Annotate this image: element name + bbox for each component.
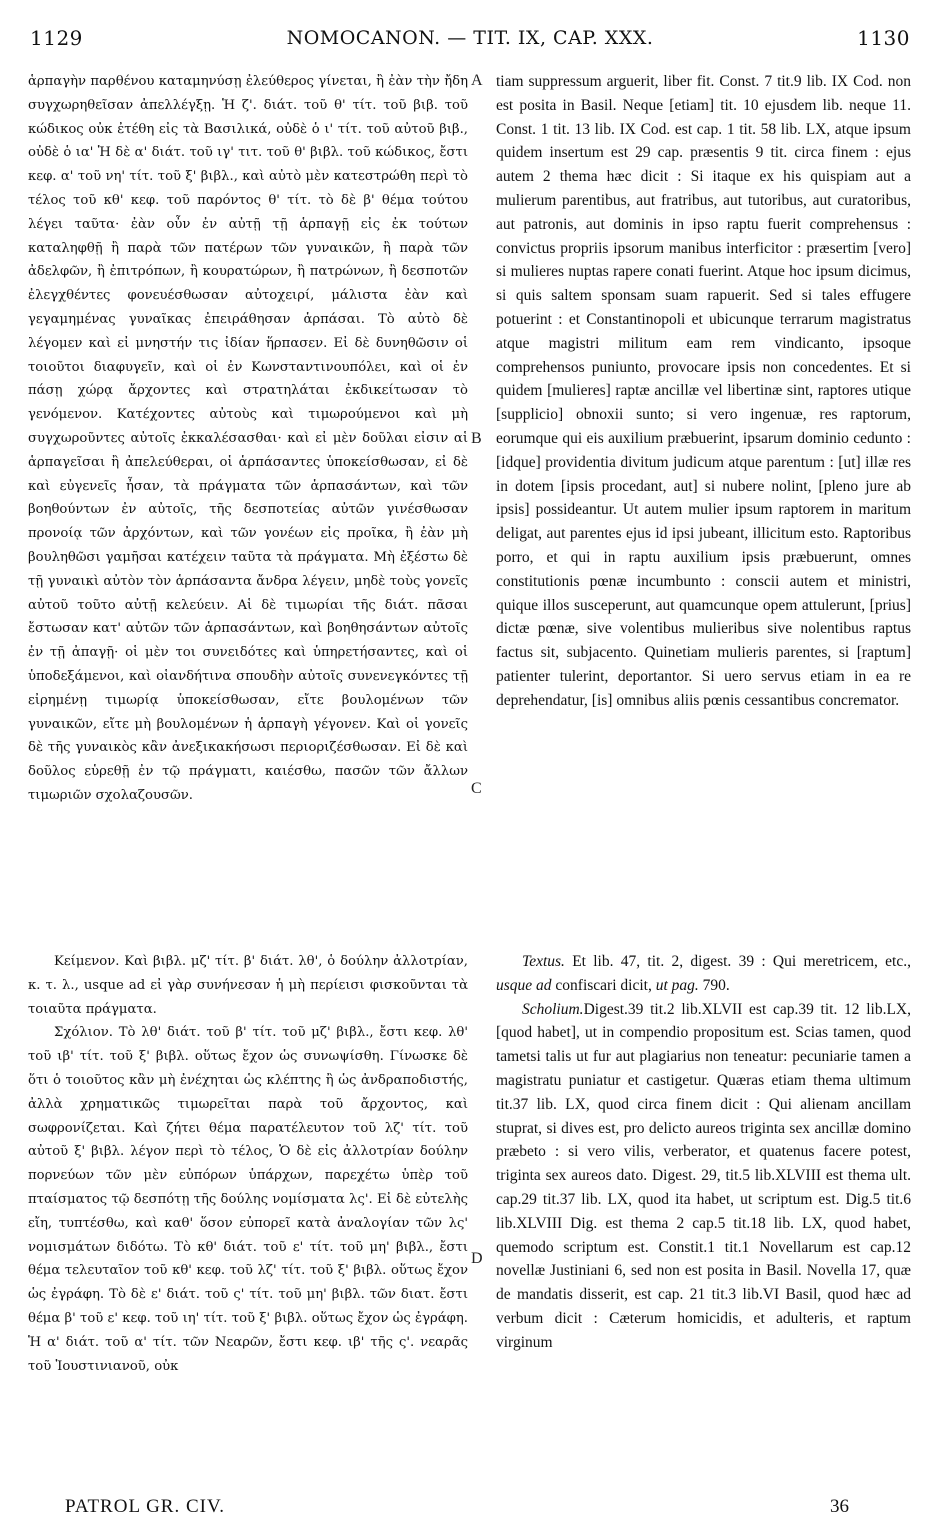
greek-column-top <box>28 70 468 808</box>
running-title: NOMOCANON. — TIT. IX, CAP. XXX. <box>286 27 654 49</box>
greek-scholion-paragraph: Σχόλιον. Τὸ λθ' διάτ. τοῦ β' τίτ. τοῦ μζ' βιβλ., ἔστι κεφ. λθ' τοῦ ιβ' τίτ. τοῦ ξ' βιβλ. οὕτως ἔχον ὡς συνωψίσθη. Γίνωσκε δὲ ὅτι ὁ τοιοῦτος κἂν μὴ ἐνέχηται ὡς κλέπτης ἢ ὡς ἀνδραποδιστής, ἀλλὰ χρηματικῶς τιμωρεῖται παρὰ τοῦ ἄρχοντος, καὶ σωφρονίζεται. Καὶ ζήτει θέμα παρατέλευτον τοῦ λζ' τίτ. τοῦ αὐτοῦ ξ' βιβλ. λέγον περὶ τὸ τέλος, Ὁ δὲ εἰς ἀλλοτρίαν δούλην πορνεύων τῶν μὲν εὐπόρων ὑπάρχων, παρεχέτω ὑπὲρ τοῦ πταίσματος τῷ δεσπότῃ τῆς δούλης νομίσματα λς'. Εἰ δὲ εὐτελὴς εἴη, τυπτέσθω, καὶ καθ' ὅσον εὐπορεῖ κατὰ ἀναλογίαν τῶν λς' νομισμάτων διδότω. Τὸ κθ' διάτ. τοῦ ε' τίτ. τοῦ μη' βιβλ., ἔστι θέμα τελευταῖον τοῦ κθ' κεφ. τοῦ λζ' τίτ. τοῦ ξ' βιβλ. οὕτως ἔχον ὡς ἐγράφη. Τὸ δὲ ε' διάτ. τοῦ ς' τίτ. τοῦ μη' βιβλ. τῶν διατ. ἔστι θέμα β' τοῦ ε' κεφ. τοῦ ιη' τίτ. τοῦ ξ' βιβλ. οὕτως ἔχον ὡς ἐγράφη. Ἡ α' διάτ. τοῦ α' τίτ. τῶν Νεαρῶν, ἔστι κεφ. ιβ' τῆς ς'. νεαρᾶς τοῦ Ἰουστινιανοῦ, οὐκ <box>28 1025 468 1374</box>
latin-paragraph: tiam suppressum arguerit, liber fit. Const. 7 tit.9 lib. IX Cod. non est posita in Basil. Neque [etiam] tit. 10 ejusdem lib. neque 11. Const. 1 tit. 13 lib. IX Cod. est cap. 1 tit. 58 lib. LX, atque ipsum quidem insertum est 29 cap. præsentis 9 tit. circa finem : ejus autem 2 thema hæc dicit : Si itaque ex his quispiam aut a mulierum parentibus, aut fratribus, aut tutoribus, aut curatoribus, aut patronis, aut dominis in ipso raptu fuerit comprehensus : convictus propriis ipsorum manibus interficitor : præsertim [vero] si mulieres nuptas rapere conati fuerint. Atque hoc ipsum dicimus, si quis saltem sponsam suam rapuerit. Sed si tales effugere potuerint : et Constantinopoli et ubicunque terrarum magistratus atque magistri militum eam rem vindicanto, ipsoque comprehensos puniunto, provocare ipsis non concedentes. Et si quidem [mulieres] raptæ ancillæ vel libertinæ sint, raptores utique [supplicio] obnoxii sunto; si vero ingenuæ, res raptorum, eorumque qui eis auxilium præbuerint, ipsarum dominio cedunto : [idque] providentia divitum judicum atque parentum : [ut] illæ res in dotem [ipsis procedant, aut] si nubere nolint, [pleno jure ab ipsis] possideantur. Ut autem mulier ipsum raptorem in maritum deligat, aut parentes ejus id ipsi jubeant, illicitum esto. Raptoribus porro, et qui in raptu auxilium ipsis præbuerunt, omnes constitutionis pœnæ incumbunto : conscii autem et ministri, quique illos susceperunt, aut quamcunque opem attulerunt, [prius] dictæ pœnæ, sive volentibus mulieribus sive nolentibus raptus factus sit, subjacento. Quinetiam mulieris parentes, si [raptum] patienter tulerint, deportantor. Si uero servus etiam in ea re deprehendatur, [is] omnibus aliis pœnis cessantibus concremator. <box>496 73 911 709</box>
page-header <box>30 18 910 58</box>
greek-text-paragraph: Κείμενον. Καὶ βιβλ. μζ' τίτ. β' διάτ. λθ', ὁ δούλην ἀλλοτρίαν, κ. τ. λ., usque ad εἰ γὰρ συνήνεσαν ἡ μὴ περίεισι φισκοῦνται τὰ τοιαῦτα πράγματα. <box>28 954 468 1017</box>
latin-column-top <box>496 70 911 713</box>
scholium-body: Digest.39 tit.2 lib.XLVII est cap.39 tit. 12 lib.LX,[quod habet], ut in compendio propositum est. Scias tamen, quod tametsi talis ut fur aut plagiarius non teneatur: pecuniarie tamen a magistratu puniatur et castigetur. Quæras etiam thema ultimum tit.37 lib. LX, quod circa finem dicit : Qui alienam ancillam stuprat, si dives est, pro delicto aureos triginta sex ancillæ domino præbeto : si vero vilis, verberator, et quatenus facere potest, triginta sex aureos dato. Digest. 29, tit.5 lib.XLVIII est thema ult. cap.29 tit.37 lib. LX, quod ita habet, ut scriptum est. Dig.5 tit.6 lib.XLVIII Dig. est thema 2 cap.5 tit.18 lib. LX, quod habet, quemodo scriptum est. Constit.1 tit.1 Novellarum est cap.12 novellæ Justiniani 6, sed non est posita in Basil. Novella 17, quæ de mandatis disserit, est cap. 21 tit.3 lib.VI Basil, quod hæc ad verbum dicit : Cæterum homicidis, et adulteris, et raptum virginum <box>496 1000 911 1351</box>
greek-column-bottom <box>28 950 468 1378</box>
textus-end: 790. <box>698 976 730 994</box>
scholium-label: Scholium. <box>522 1000 584 1018</box>
footer-signature: PATROL GR. CIV. <box>65 1496 226 1517</box>
margin-marker-c: C <box>471 780 482 797</box>
latin-textus-paragraph <box>496 950 911 998</box>
textus-mid: confiscari dicit, <box>551 976 652 994</box>
textus-ut: ut pag. <box>651 976 699 994</box>
margin-marker-a: A <box>471 72 483 89</box>
page-number-left: 1129 <box>30 26 83 50</box>
textus-label: Textus. <box>522 953 565 970</box>
page-number-right: 1130 <box>857 26 910 50</box>
margin-marker-d: D <box>471 1250 483 1267</box>
textus-usque: usque ad <box>496 976 552 994</box>
greek-paragraph: ἁρπαγὴν παρθένου καταμηνύσῃ ἐλεύθερος γίνεται, ἢ ἐὰν τὴν ἤδη συγχωρηθεῖσαν ἀπελλέγξῃ. Ἡ ζ'. διάτ. τοῦ θ' τίτ. τοῦ βιβ. τοῦ κώδικος οὐκ ἐτέθη εἰς τὰ Βασιλικά, οὐδὲ ὁ ι' τίτ. τοῦ αὐτοῦ βιβ., οὐδὲ ὁ ια' Ἡ δὲ α' διάτ. τοῦ ιγ' τιτ. τοῦ θ' βιβλ. τοῦ κώδικος, ἔστι κεφ. α' τοῦ νη' τίτ. τοῦ ξ' βιβλ., καὶ αὐτὸ μὲν κατεστρώθη περὶ τὸ τέλος τοῦ κθ' κεφ. τοῦ παρόντος θ' τίτ. τὸ δὲ β' θέμα τούτου λέγει ταῦτα· ἐὰν οὖν ἐν αὐτῇ τῇ ἁρπαγῇ εἰς ἐκ τούτων καταληφθῇ ἢ παρὰ τῶν πατέρων τῶν γυναικῶν, ἢ παρὰ τῶν ἀδελφῶν, ἢ ἐπιτρόπων, ἢ κουρατώρων, ἢ πατρώνων, ἢ δεσποτῶν ἐλεγχθέντες φονευέσθωσαν αὐτοχειρί, μάλιστα ἐὰν καὶ γεγαμημένας γυναῖκας ἐπειράθησαν ἁρπάσαι. Τὸ αὐτὸ δὲ λέγομεν καὶ εἰ μνηστήν τις ἰδίαν ἥρπασεν. Εἰ δὲ δυνηθῶσιν οἱ τοιοῦτοι διαφυγεῖν, καὶ οἱ ἐν Κωνσταντινουπόλει, καὶ οἱ ἐν πάσῃ χώρᾳ ἄρχοντες καὶ στρατηλάται ἐκδικείτωσαν τὸ γενόμενον. Κατέχοντες αὐτοὺς καὶ τιμωρούμενοι καὶ μὴ συγχωροῦντες αὐτοῖς ἐκκαλέσασθαι· καὶ εἰ μὲν δοῦλαι εἰσιν αἱ ἁρπαγεῖσαι ἢ ἀπελεύθεραι, οἱ ἁρπάσαντες ὑποκείσθωσαν, εἰ δὲ καὶ εὐγενεῖς ἦσαν, τὰ πράγματα τῶν ἁρπασάντων, καὶ τῶν βοηθούντων ἐν αὐτοῖς, τῆς δεσποτείας αὐτῶν γινέσθωσαν προνοίᾳ τῶν ἀρχόντων, καὶ τῶν γονέων εἰς προῖκα, ἢ ἐὰν μὴ βουληθῶσι γαμῆσαι κατέχειν ταῦτα τὰ πράγματα. Μὴ ἐξέστω δὲ τῇ γυναικὶ αὐτὸν τὸν ἁρπάσαντα ἄνδρα λέγειν, μηδὲ τοὺς γονεῖς αὐτοῦ τοῦτο αὐτῇ κελεύειν. Αἱ δὲ τιμωρίαι τῆς διάτ. πᾶσαι ἔστωσαν κατ' αὐτῶν τῶν ἁρπασάντων, καὶ βοηθησάντων αὐτοῖς ἐν τῇ ἀπαγῇ· οἱ μὲν τοι συνειδότες καὶ ὑπηρετήσαντες, καὶ οἱ ὑποδεξάμενοι, καὶ οἱανδήτινα σπουδὴν αὐτοῖς συνενεγκόντες τῇ εἰρημένῃ τιμωρίᾳ ὑποκείσθωσαν, εἴτε βουλομένων τῶν γυναικῶν, εἴτε μὴ βουλομένων ἡ ἁρπαγὴ γέγονεν. Καὶ οἱ γονεῖς δὲ τῆς γυναικὸς κἂν ἀνεξικακήσωσι περιοριζέσθωσαν. Εἰ δὲ καὶ δοῦλος εὑρεθῇ ἐν τῷ πράγματι, καιέσθω, πασῶν τῶν ἄλλων τιμωριῶν σχολαζουσῶν. <box>28 74 468 803</box>
latin-scholium-paragraph <box>496 998 911 1355</box>
margin-marker-b: B <box>471 430 482 447</box>
latin-column-bottom <box>496 950 911 1355</box>
textus-body: Et lib. 47, tit. 2, digest. 39 : Qui meretricem, etc., <box>564 953 911 970</box>
footer-sheet-number: 36 <box>830 1496 849 1517</box>
